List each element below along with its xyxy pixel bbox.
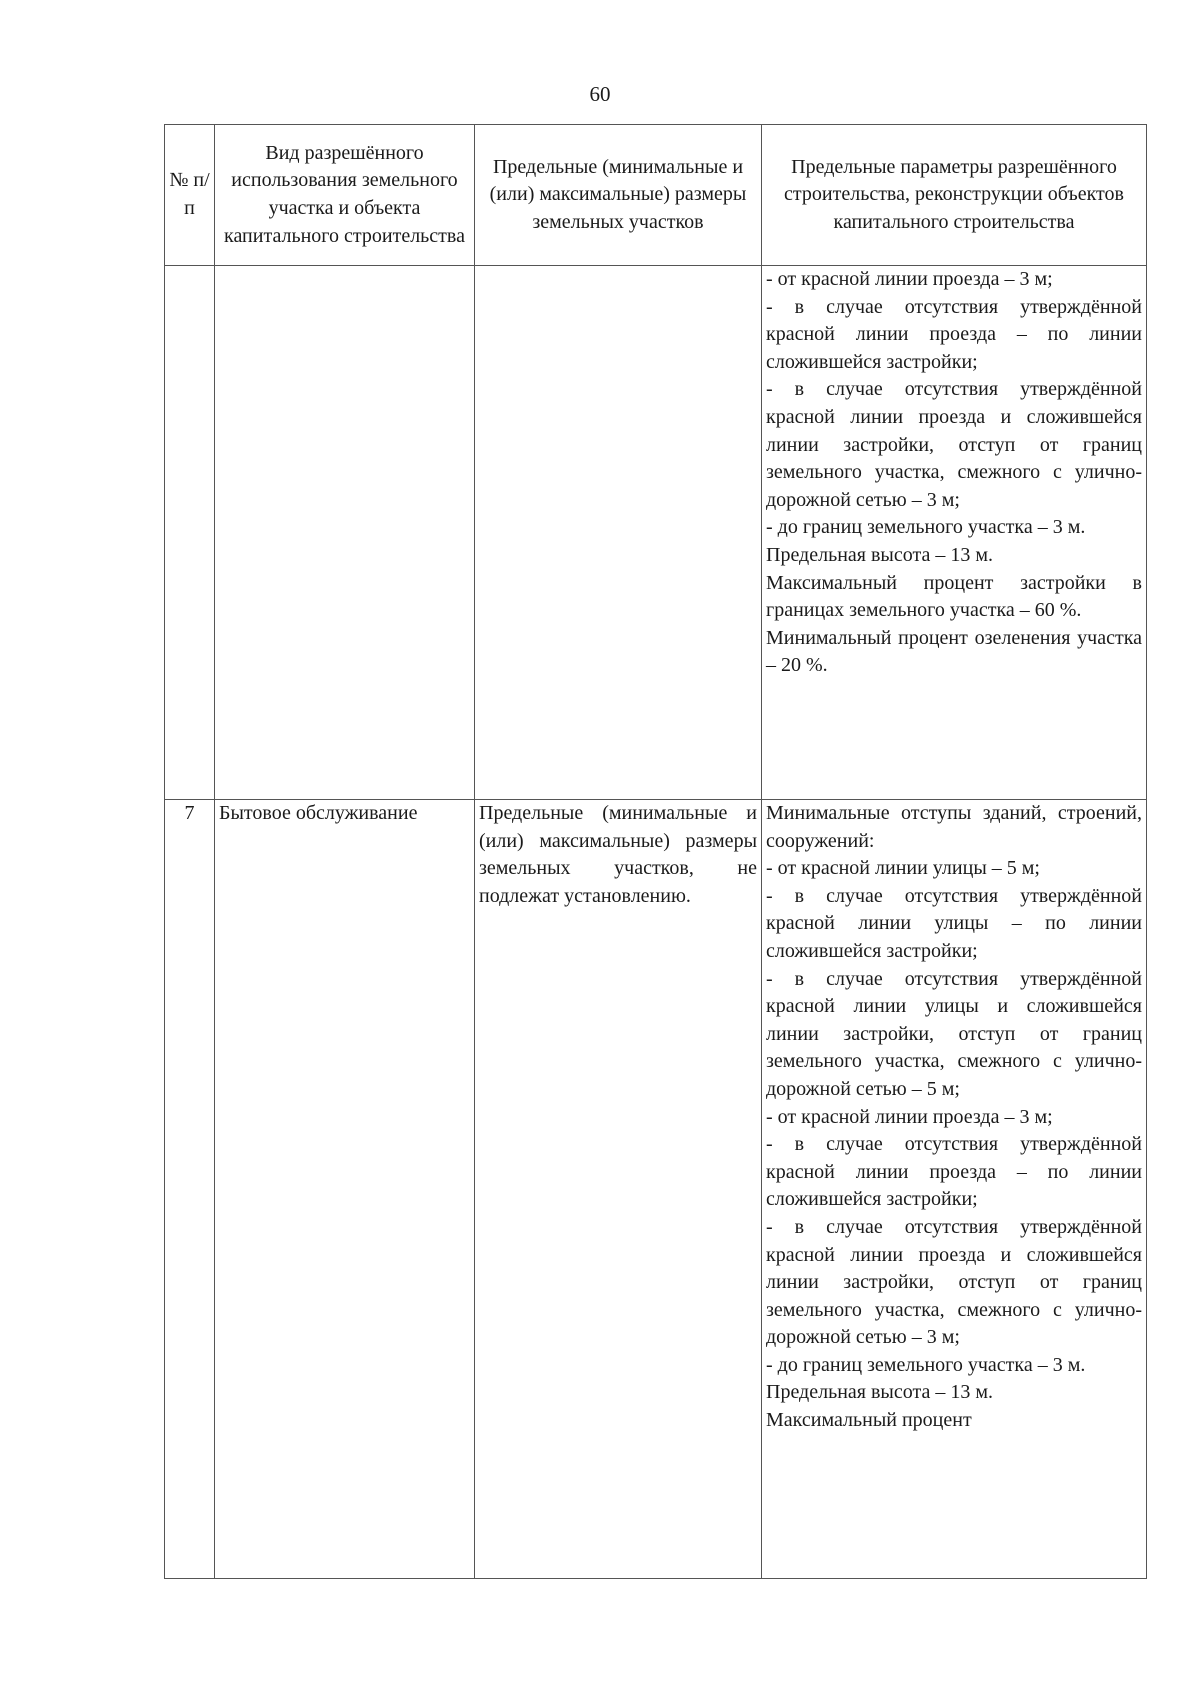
regulations-table: [164, 124, 1147, 1579]
permitted-use-cell: [215, 266, 475, 800]
parameter-line: - в случае отсутствия утверждённой красной линии проезда – по линии сложившейся застройки;: [766, 295, 1142, 373]
parameter-line: Минимальные отступы зданий, строений, сооружений:: [766, 802, 1142, 852]
construction-parameters-cell: [762, 266, 1147, 800]
parameter-line: Предельная высота – 13 м.: [766, 543, 994, 566]
parameter-line: - в случае отсутствия утверждённой красной линии улицы – по линии сложившейся застройки;: [766, 884, 1142, 962]
plot-size-cell: Предельные (минимальные и (или) максимальные) размеры земельных участков, не подлежат установлению.: [475, 800, 762, 1579]
parameter-line: Минимальный процент озеленения участка – 20 %.: [766, 626, 1142, 677]
row-number-cell: 7: [165, 800, 215, 1579]
parameter-line: - в случае отсутствия утверждённой красной линии проезда и сложившейся линии застройки, отступ от границ земельного участка, смежного с улично-дорожной сетью – 3 м;: [766, 378, 1142, 511]
parameter-line: - до границ земельного участка – 3 м.: [766, 1353, 1086, 1376]
parameter-line: - в случае отсутствия утверждённой красной линии проезда и сложившейся линии застройки, отступ от границ земельного участка, смежного с улично-дорожной сетью – 3 м;: [766, 1215, 1142, 1349]
header-construction-parameters: Предельные параметры разрешённого строительства, реконструкции объектов капитального строительства: [762, 125, 1147, 266]
table-row: [165, 800, 1147, 1579]
page-number: 60: [589, 82, 611, 106]
parameter-line: - в случае отсутствия утверждённой красной линии улицы и сложившейся линии застройки, отступ от границ земельного участка, смежного с улично-дорожной сетью – 5 м;: [766, 967, 1142, 1100]
table-row: [165, 266, 1147, 800]
parameter-line: - от красной линии проезда – 3 м;: [766, 1105, 1053, 1128]
header-permitted-use: Вид разрешённого использования земельного участка и объекта капитального строительства: [215, 125, 475, 266]
construction-parameters-cell: [762, 800, 1147, 1579]
permitted-use-cell: Бытовое обслуживание: [215, 800, 475, 1579]
parameter-line: - до границ земельного участка – 3 м.: [766, 516, 1086, 539]
parameter-line: Предельная высота – 13 м.: [766, 1381, 994, 1404]
row-number-cell: [165, 266, 215, 800]
parameter-line: - от красной линии проезда – 3 м;: [766, 268, 1053, 290]
plot-size-cell: [475, 266, 762, 800]
header-plot-size-limits: Предельные (минимальные и (или) максимальные) размеры земельных участков: [475, 125, 762, 266]
parameter-line: Максимальный процент застройки в границах земельного участка – 60 %.: [766, 571, 1142, 622]
table-header-row: [165, 125, 1147, 266]
header-number: № п/п: [165, 125, 215, 266]
parameter-line: Максимальный процент: [766, 1409, 972, 1432]
parameter-line: - в случае отсутствия утверждённой красной линии проезда – по линии сложившейся застройки;: [766, 1133, 1142, 1211]
parameter-line: - от красной линии улицы – 5 м;: [766, 857, 1040, 880]
